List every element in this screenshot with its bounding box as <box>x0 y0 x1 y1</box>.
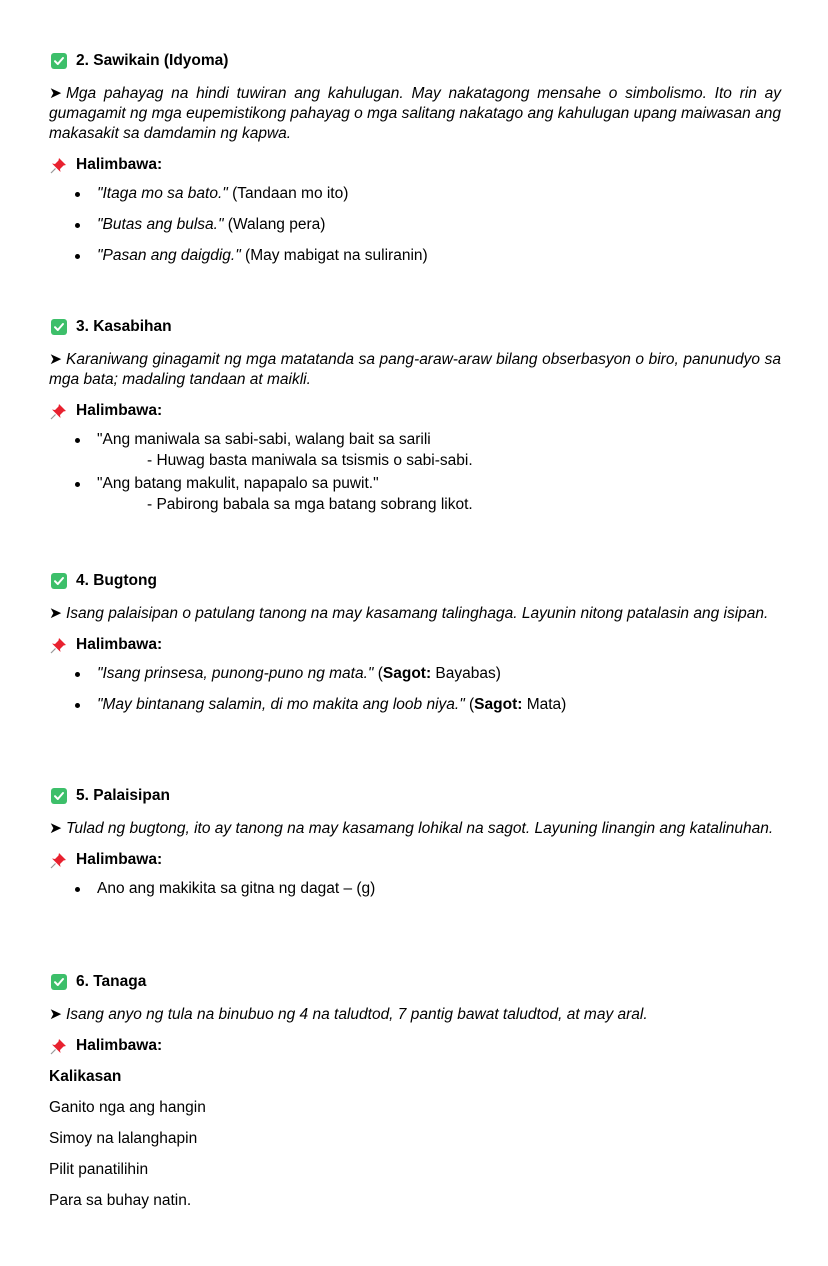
answer-label: Sagot: <box>382 665 432 682</box>
section-tanaga <box>49 971 781 1211</box>
poem-line: Pilit panatilihin <box>49 1161 149 1178</box>
list-item <box>49 430 781 471</box>
check-box-icon <box>51 573 67 589</box>
example-quote: "Butas ang bulsa." <box>97 216 224 233</box>
example-label <box>49 1035 781 1057</box>
section-description <box>49 1005 781 1025</box>
poem-line: Para sa buhay natin. <box>49 1192 192 1209</box>
example-explanation: - Pabirong babala sa mga batang sobrang likot. <box>147 496 473 513</box>
pushpin-icon <box>50 852 67 869</box>
example-meaning: (Tandaan mo ito) <box>227 185 349 202</box>
example-quote: "Isang prinsesa, punong-puno ng mata." <box>97 665 374 682</box>
heading-text: 3. Kasabihan <box>76 318 172 335</box>
section-sawikain <box>49 50 781 277</box>
example-label-text: Halimbawa: <box>76 156 163 173</box>
description-text: Tulad ng bugtong, ito ay tanong na may kasamang lohikal na sagot. Layuning linangin ang katalinuhan. <box>66 820 774 837</box>
list-item: "Isang prinsesa, punong-puno ng mata." (Sagot: Bayabas) <box>49 664 781 684</box>
list-item <box>49 879 781 899</box>
example-quote: "Pasan ang daigdig." <box>97 247 241 264</box>
example-text: "Ang batang makulit, napapalo sa puwit." <box>97 475 379 492</box>
section-heading <box>49 785 781 807</box>
section-description <box>49 819 781 839</box>
arrow-icon: ➤ <box>49 351 62 368</box>
example-label-text: Halimbawa: <box>76 402 163 419</box>
example-label-text: Halimbawa: <box>76 851 163 868</box>
example-quote: "May bintanang salamin, di mo makita ang loob niya." <box>97 696 465 713</box>
example-text: Ano ang makikita sa gitna ng dagat – (g) <box>97 880 376 897</box>
pushpin-icon <box>50 637 67 654</box>
check-box-icon <box>51 974 67 990</box>
example-label-text: Halimbawa: <box>76 1037 163 1054</box>
section-description <box>49 84 781 144</box>
section-bugtong <box>49 570 781 726</box>
arrow-icon: ➤ <box>49 605 62 622</box>
example-label <box>49 849 781 871</box>
example-explanation: - Huwag basta maniwala sa tsismis o sabi-sabi. <box>147 452 473 469</box>
heading-text: 2. Sawikain (Idyoma) <box>76 52 229 69</box>
pushpin-icon <box>50 403 67 420</box>
pushpin-icon <box>50 157 67 174</box>
pushpin-icon <box>50 1038 67 1055</box>
poem-title: Kalikasan <box>49 1068 122 1085</box>
list-item <box>49 474 781 515</box>
arrow-icon: ➤ <box>49 85 62 102</box>
list-item <box>49 246 781 266</box>
section-heading <box>49 570 781 592</box>
section-heading <box>49 971 781 993</box>
list-item <box>49 184 781 204</box>
poem-line: Simoy na lalanghapin <box>49 1130 198 1147</box>
heading-text: 5. Palaisipan <box>76 787 170 804</box>
example-label <box>49 154 781 176</box>
example-label <box>49 634 781 656</box>
answer-text: Mata <box>526 696 562 713</box>
check-box-icon <box>51 788 67 804</box>
section-heading <box>49 316 781 338</box>
section-palaisipan <box>49 785 781 910</box>
section-heading <box>49 50 781 72</box>
example-meaning: (May mabigat na suliranin) <box>240 247 428 264</box>
arrow-icon: ➤ <box>49 820 62 837</box>
example-label-text: Halimbawa: <box>76 636 163 653</box>
heading-text: 4. Bugtong <box>76 572 157 589</box>
heading-text: 6. Tanaga <box>76 973 147 990</box>
section-description <box>49 604 781 624</box>
arrow-icon: ➤ <box>49 1006 62 1023</box>
example-list <box>49 879 781 899</box>
example-list <box>49 184 781 266</box>
section-kasabihan <box>49 316 781 518</box>
poem-line: Ganito nga ang hangin <box>49 1099 206 1116</box>
example-meaning: (Walang pera) <box>223 216 326 233</box>
description-text: Isang palaisipan o patulang tanong na may kasamang talinghaga. Layunin nitong patalasin ang isipan. <box>66 605 769 622</box>
example-list <box>49 430 781 515</box>
section-description <box>49 350 781 390</box>
description-text: Mga pahayag na hindi tuwiran ang kahulugan. May nakatagong mensahe o simbolismo. Ito rin ay gumagamit ng mga eupemistikong pahayag o mga salitang nakatago ang kahulugan upang maiwasan ang makasakit sa damdamin ng kapwa. <box>49 85 781 142</box>
example-text: "Ang maniwala sa sabi-sabi, walang bait sa sarili <box>97 431 431 448</box>
example-label <box>49 400 781 422</box>
answer-label: Sagot: <box>474 696 523 713</box>
check-box-icon <box>51 53 67 69</box>
check-box-icon <box>51 319 67 335</box>
answer-text: Bayabas <box>435 665 496 682</box>
list-item: "May bintanang salamin, di mo makita ang loob niya." (Sagot: Mata) <box>49 695 781 715</box>
example-list <box>49 664 781 715</box>
example-quote: "Itaga mo sa bato." <box>97 185 228 202</box>
description-text: Isang anyo ng tula na binubuo ng 4 na taludtod, 7 pantig bawat taludtod, at may aral. <box>66 1006 648 1023</box>
description-text: Karaniwang ginagamit ng mga matatanda sa pang-araw-araw bilang obserbasyon o biro, panunudyo sa mga bata; madaling tandaan at maikli. <box>49 351 781 388</box>
list-item <box>49 215 781 235</box>
